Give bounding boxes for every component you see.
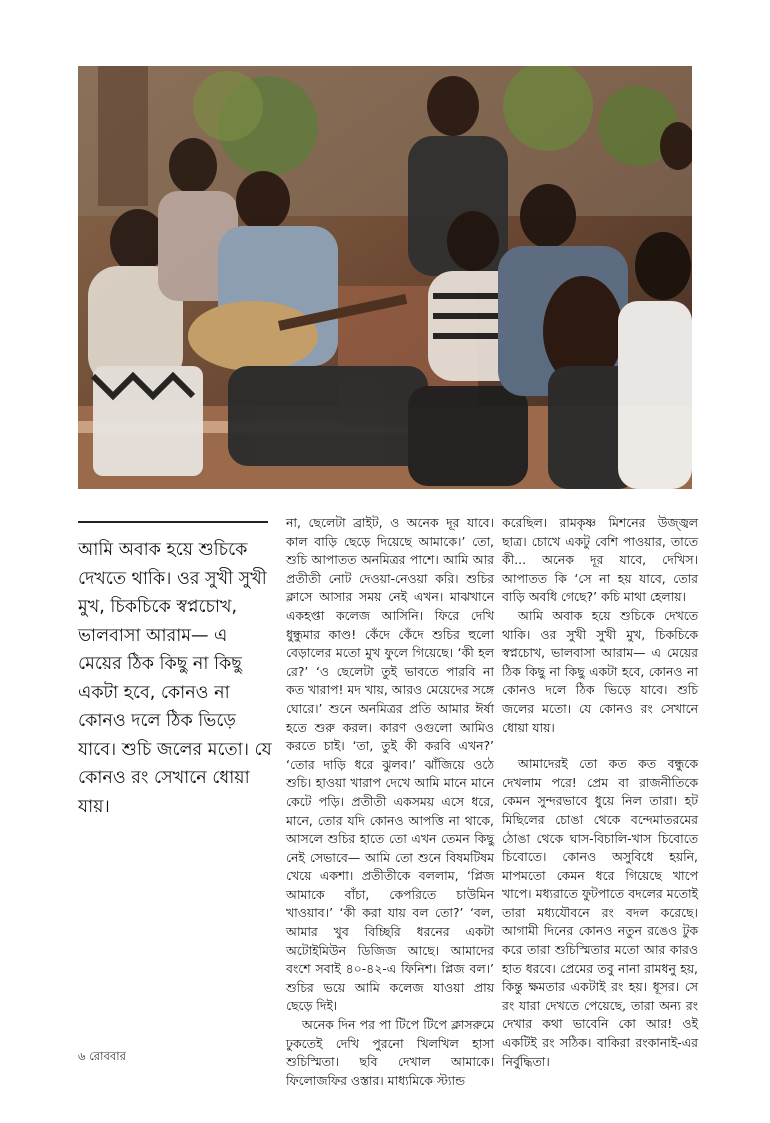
column3-paragraph-2: আমি অবাক হয়ে শুচিকে দেখতে থাকি। ওর সুখী সুখী মুখ, চিকচিকে স্বপ্নচোখ, ভালবাসা আরাম— এ মেয়ের ঠিক কিছু না কিছু একটা হবে, কোনও না কোনও দলে ঠিক ভিড়ে যাবে। শুচি জলের মতো। যে কোনও রং সেখানে ধোয়া যায়। <box>502 607 698 735</box>
group-photo <box>78 66 692 489</box>
page-folio: ৬ রোববার <box>78 1049 126 1063</box>
column3-paragraph-1: করেছিল। রামকৃষ্ণ মিশনের উজ্জ্বল ছাত্র। চোখে একটু বেশি পাওয়ার, তাতে কী... অনেক দূর যাবে, দেখিস। আপাতত কি ‘সে না হয় যাবে, তোর বাড়ি অবধি গেছে?’ কচি মাথা হেলায়। <box>502 515 698 605</box>
pullquote <box>78 536 272 821</box>
article-column-2 <box>286 514 494 1090</box>
column2-paragraph-2: অনেক দিন পর পা টিপে টিপে ক্লাসরুমে ঢুকতেই দেখি পুরনো খিলখিল হাসা শুচিস্মিতা। ছবি দেখাল আমাকে। ফিলোজফির ওস্তার। মাধ্যমিকে স্ট্যান্ড <box>286 1017 494 1088</box>
photo-illustration-icon <box>78 66 692 489</box>
column3-paragraph-3: আমাদেরই তো কত কত বন্ধুকে দেখলাম পরে! প্রেম বা রাজনীতিকে কেমন সুন্দরভাবে ধুয়ে নিল তারা। হট মিছিলের চোঙা থেকে বন্দেমাতরমের ঠোঙা থেকে ঘাস-বিচালি-খাস চিবোতে চিবোতে। কোনও অসুবিধে হয়নি, মাপমতো কেমন ধরে গিয়েছে খাপে খাপে। মধ্যরাতে ফুটপাতে বদলের মতোই তারা মধ্যযৌবনে রং বদল করেছে। আগামী দিনের কোনও নতুন রঙেও টুক করে তারা শুচিস্মিতার মতো আর কারও হাত ধরবে। প্রেমের তবু নানা রামধনু হয়, কিন্তু ক্ষমতার একটাই রং হয়। ধূসর। সে রং যারা দেখতে পেয়েছে, তারা অন্য রং দেখার কথা ভাবেনি কো আর! ওই একটিই রং সঠিক। বাকিরা রংকানাই-এর নির্বুদ্ধিতা। <box>502 756 698 1069</box>
pullquote-text: আমি অবাক হয়ে শুচিকে দেখতে থাকি। ওর সুখী সুখী মুখ, চিকচিকে স্বপ্নচোখ, ভালবাসা আরাম— এ মেয়ের ঠিক কিছু না কিছু একটা হবে, কোনও না কোনও দলে ঠিক ভিড়ে যাবে। শুচি জলের মতো। যে কোনও রং সেখানে ধোয়া যায়। <box>78 540 272 817</box>
column2-paragraph-1: না, ছেলেটা ব্রাইট, ও অনেক দূর যাবে। কাল বাড়ি ছেড়ে দিয়েছে আমাকে।’ তো, শুচি আপাতত অনমিত্রর পাশে। আমি আর প্রতীতী নোট দেওয়া-নেওয়া করি। শুচির ক্লাসে আসার সময় নেই এখন। মাঝখানে একহপ্তা কলেজ আসিনি। ফিরে দেখি ধুন্ধুমার কাণ্ড! কেঁদে কেঁদে শুচির হুলো বেড়ালের মতো মুখ ফুলে গিয়েছে। ‘কী হল রে?’ ‘ও ছেলেটা তুই ভাবতে পারবি না কত খারাপ! মদ খায়, আরও মেয়েদের সঙ্গে ঘোরে।’ শুনে অনমিত্রর প্রতি আমার ঈর্ষা হতে শুরু করল। কারণ ওগুলো আমিও করতে চাই। ‘তা, তুই কী করবি এখন?’ ‘তোর দাড়ি ধরে ঝুলব।’ ঝাঁজিয়ে ওঠে শুচি। হাওয়া খারাপ দেখে আমি মানে মানে কেটে পড়ি। প্রতীতী একসময় এসে ধরে, মানে, তোর যদি কোনও আপত্তি না থাকে, আসলে শুচির হাতে তো এখন তেমন কিছু নেই সেভাবে— আমি তো শুনে বিষমটিষম খেয়ে একশা। প্রতীতীকে বললাম, ‘প্লিজ আমাকে বাঁচা, কেপরিতে চাউমিন খাওয়াব।’ ‘কী করা যায় বল তো?’ ‘বল, আমার খুব বিচ্ছিরি ধরনের একটা অটোইমিউন ডিজিজ আছে। আমাদের বংশে সবাই ৪০-৪২-এ ফিনিশ। প্লিজ বল।’ শুচির ভয়ে আমি কলেজ যাওয়া প্রায় ছেড়ে দিই। <box>286 515 494 1014</box>
article-column-3 <box>502 514 698 1071</box>
pullquote-rule <box>78 521 268 523</box>
